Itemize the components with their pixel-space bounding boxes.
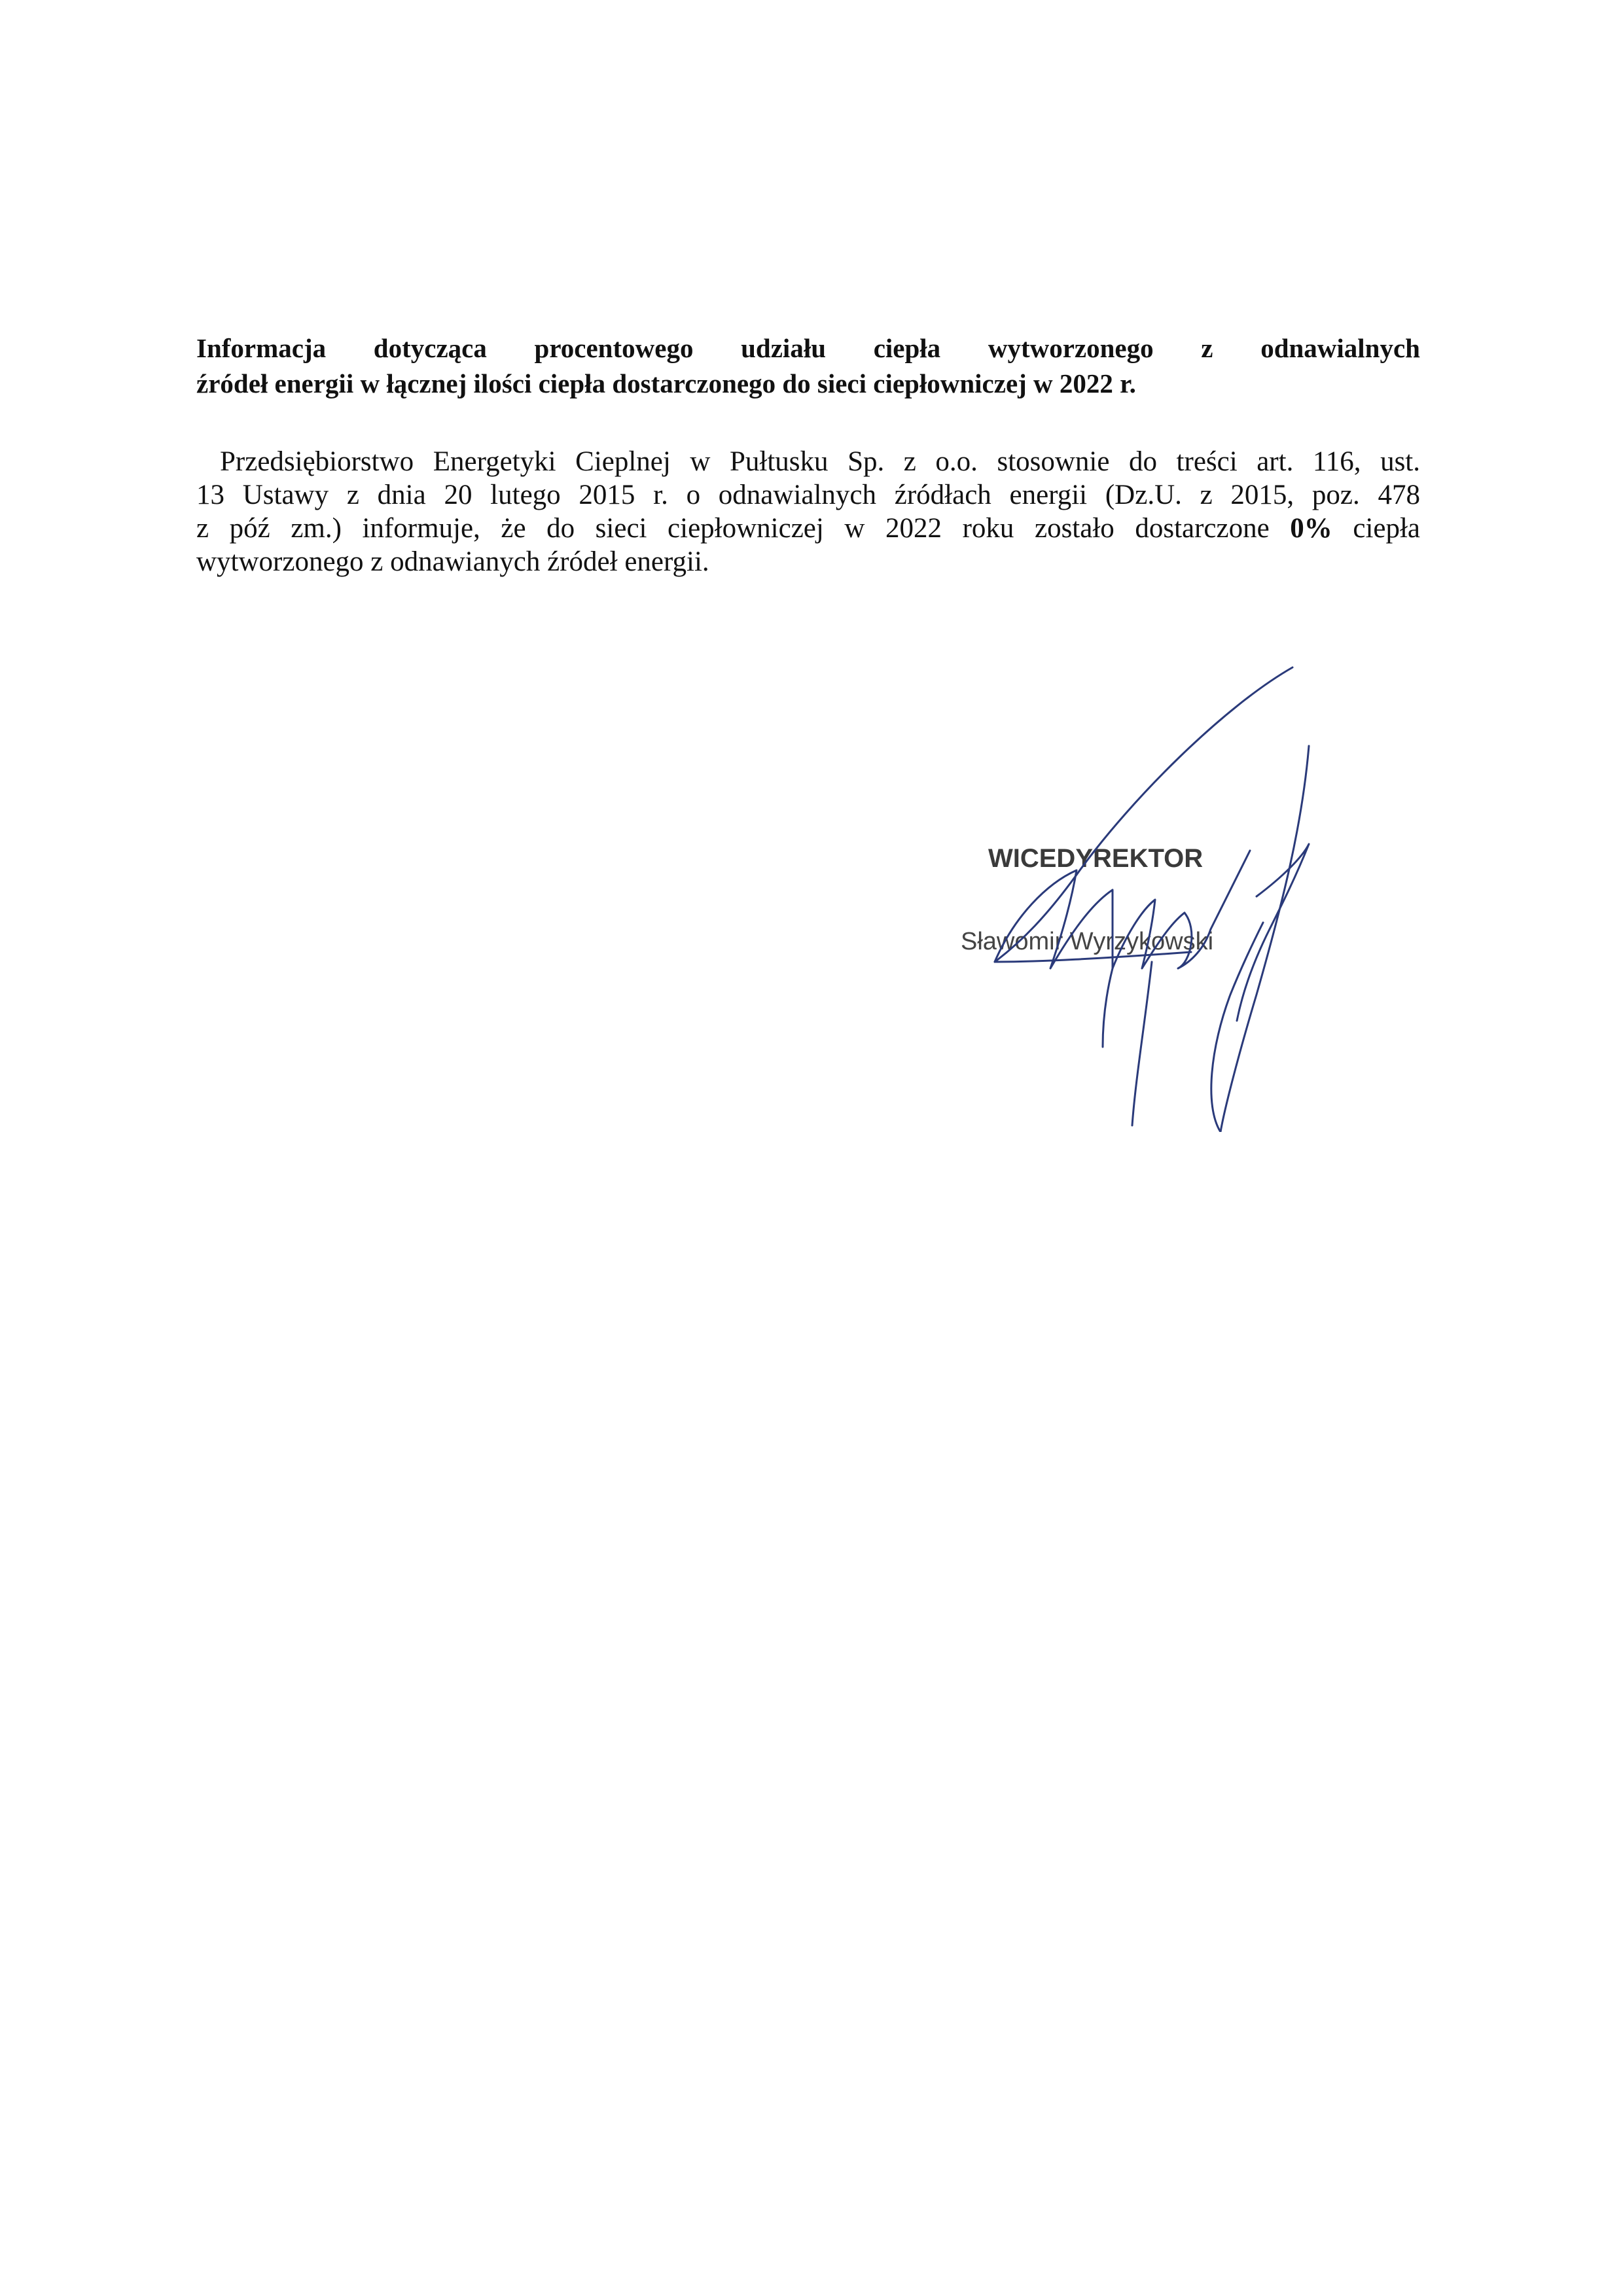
handwritten-signature [916, 654, 1342, 1132]
stamp-title: WICEDYREKTOR [988, 844, 1204, 873]
renewable-share-value: 0% [1290, 513, 1332, 544]
document-body [196, 445, 1420, 578]
title-line-1: Informacja dotycząca procentowego udziału ciepła wytworzonego z odnawialnych [196, 333, 1420, 363]
document-title [196, 330, 1420, 401]
stamp-name: Sławomir Wyrzykowski [961, 928, 1214, 955]
body-line-3 [196, 512, 1420, 545]
body-line-2: 13 Ustawy z dnia 20 lutego 2015 r. o odnawialnych źródłach energii (Dz.U. z 2015, poz. 478 [196, 480, 1420, 510]
body-line-3-end: ciepła [1353, 513, 1421, 544]
body-line-4: wytworzonego z odnawianych źródeł energii. [196, 546, 709, 577]
body-line-3-text: z póź zm.) informuje, że do sieci ciepłowniczej w 2022 roku zostało dostarczone [196, 513, 1270, 544]
body-line-1: Przedsiębiorstwo Energetyki Cieplnej w Pułtusku Sp. z o.o. stosownie do treści art. 116, ust. [220, 446, 1420, 477]
title-line-2: źródeł energii w łącznej ilości ciepła dostarczonego do sieci ciepłowniczej w 2022 r. [196, 368, 1136, 398]
